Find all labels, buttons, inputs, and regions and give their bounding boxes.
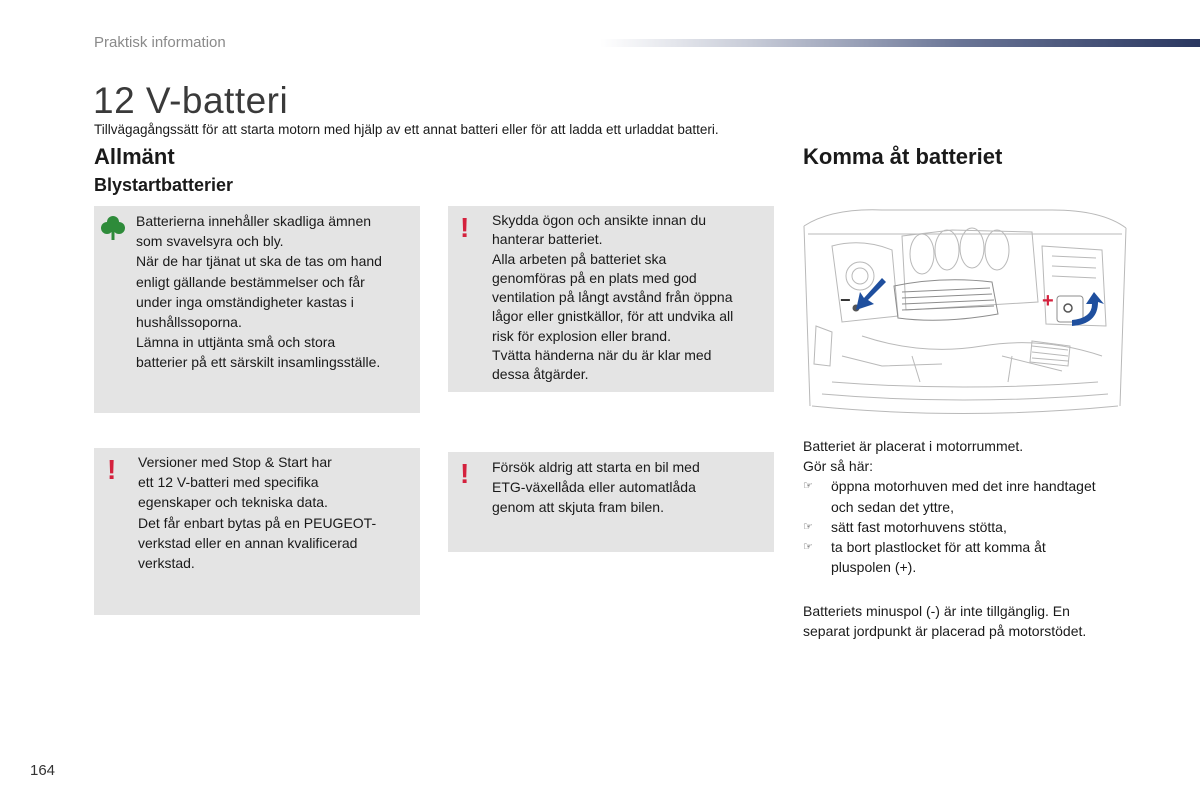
protect-line: genomföras på en plats med god — [492, 269, 697, 286]
page-intro: Tillvägagångssätt för att starta motorn med hjälp av ett annat batteri eller för att ladda ett urladdat batteri. — [94, 122, 719, 137]
list-item — [803, 476, 1143, 516]
access-instructions — [803, 436, 1143, 577]
protect-line: hanterar batteriet. — [492, 231, 603, 248]
step-line: och sedan det yttre, — [831, 498, 954, 515]
safety-warning-box — [448, 206, 774, 392]
env-line: under inga omständigheter kastas i — [136, 293, 354, 310]
tree-icon — [101, 214, 125, 242]
protect-line: lågor eller gnistkällor, för att undvika all — [492, 308, 734, 325]
instructions-intro: Gör så här: — [803, 458, 874, 475]
etg-line: Försök aldrig att starta en bil med — [492, 459, 700, 475]
protect-line: ventilation på långt avstånd från öppna — [492, 289, 733, 306]
stopstart-line: Det får enbart bytas på en PEUGEOT- — [138, 514, 377, 531]
subheading-lead-batteries: Blystartbatterier — [94, 175, 234, 195]
section-label: Praktisk information — [94, 34, 226, 51]
heading-access-battery: Komma åt batteriet — [803, 144, 1003, 169]
stopstart-line: Versioner med Stop & Start har — [138, 454, 332, 470]
protect-line: Tvätta händerna när du är klar med — [492, 347, 712, 364]
env-line: som svavelsyra och bly. — [136, 233, 284, 250]
minus-arrow-icon — [856, 278, 886, 310]
exclamation-icon: ! — [460, 212, 470, 243]
step-line: sätt fast motorhuvens stötta, — [831, 518, 1007, 535]
env-line: hushållssoporna. — [136, 314, 242, 331]
protect-line: risk för explosion eller brand. — [492, 327, 671, 344]
stopstart-line: verkstad. — [138, 555, 195, 572]
env-line: enligt gällande bestämmelser och får — [136, 273, 365, 290]
step-line: öppna motorhuven med det inre handtaget — [831, 478, 1096, 495]
env-line: När de har tjänat ut ska de tas om hand — [136, 253, 382, 270]
note-line: Batteriets minuspol (-) är inte tillgänglig. En — [803, 603, 1070, 619]
minus-label: − — [840, 290, 851, 310]
step-line: ta bort plastlocket för att komma åt — [831, 539, 1046, 556]
list-item — [803, 517, 1143, 537]
env-line: Lämna in uttjänta små och stora — [136, 334, 336, 351]
battery-cover — [1057, 296, 1083, 322]
engine-bay-illustration — [802, 206, 1128, 423]
environment-note-box — [94, 206, 420, 413]
etg-warning-box — [448, 452, 774, 552]
etg-line: ETG-växellåda eller automatlåda — [492, 479, 696, 496]
exclamation-icon: ! — [460, 458, 470, 489]
stopstart-line: egenskaper och tekniska data. — [138, 494, 328, 511]
pointing-hand-icon: ☞ — [803, 520, 813, 533]
protect-line: Skydda ögon och ansikte innan du — [492, 212, 707, 228]
protect-line: dessa åtgärder. — [492, 366, 589, 383]
stopstart-line: ett 12 V-batteri med specifika — [138, 474, 319, 491]
instructions-intro: Batteriet är placerat i motorrummet. — [803, 438, 1024, 454]
env-line: Batterierna innehåller skadliga ämnen — [136, 213, 372, 229]
stop-start-warning-box — [94, 448, 420, 615]
list-item — [803, 537, 1143, 577]
header-gradient-bar — [600, 39, 1200, 47]
pointing-hand-icon: ☞ — [803, 541, 813, 554]
exclamation-icon: ! — [107, 454, 117, 485]
heading-general: Allmänt — [94, 144, 175, 169]
page-number: 164 — [30, 762, 56, 779]
etg-line: genom att skjuta fram bilen. — [492, 499, 664, 516]
protect-line: Alla arbeten på batteriet ska — [492, 250, 667, 267]
page-title: 12 V-batteri — [93, 80, 289, 121]
plus-label: + — [1042, 290, 1054, 312]
stopstart-line: verkstad eller en annan kvalificerad — [138, 534, 358, 551]
pointing-hand-icon: ☞ — [803, 480, 813, 493]
ground-point-note — [803, 601, 1133, 641]
step-line: pluspolen (+). — [831, 559, 917, 576]
note-line: separat jordpunkt är placerad på motorstödet. — [803, 623, 1087, 640]
env-line: batterier på ett särskilt insamlingsställe. — [136, 354, 381, 371]
